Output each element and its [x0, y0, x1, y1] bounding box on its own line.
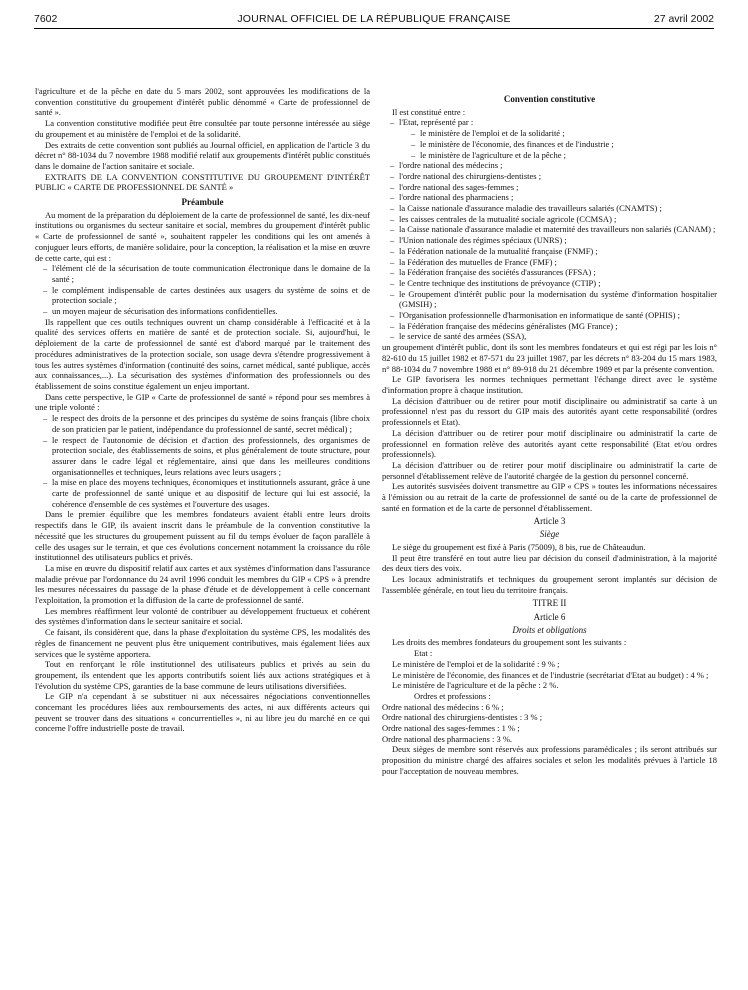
- article-6-subheading: Droits et obligations: [512, 624, 587, 635]
- list-item: – l'Organisation professionnelle d'harmonisation en informatique de santé (OPHIS) ;: [390, 310, 717, 321]
- list-item: – le ministère de l'emploi et de la solidarité ;: [411, 128, 717, 139]
- intro-paragraph: La convention constitutive modifiée peut être consultée par toute personne intéressée au siège du groupement et au ministère de l'emploi et de la solidarité.: [35, 118, 370, 139]
- list-item: – l'ordre national des chirurgiens-dentistes ;: [390, 171, 717, 182]
- preamble-paragraph: Dans cette perspective, le GIP « Carte de professionnel de santé » répond pour ses membres à une triple volonté :: [35, 391, 370, 413]
- ordres-label: Ordres et professions :: [414, 690, 491, 701]
- list-item: – le respect des droits de la personne et des principes du système de soins français (libre choix de son praticien par le patient, indépendance du professionnel de santé, secret médical) ;: [43, 413, 370, 434]
- list-item: – le ministère de l'agriculture et de la pêche ;: [411, 150, 717, 161]
- etat-label: l'Etat, représenté par :: [399, 117, 474, 128]
- etat-short-label: Etat :: [414, 648, 433, 659]
- triple-volonte-list: [35, 413, 370, 509]
- preamble-paragraph: La mise en œuvre du dispositif relatif aux cartes et aux systèmes d'information dans l'assurance maladie prévue par l'ordonnance du 24 avril 1996 conduit les membres du GIP « CPS » à prendre les mesures nécessaires du passage de la phase d'étude et de développement à celle concernant l'exploitation, la promotion et la diffusion de la carte de professionnel de santé.: [35, 562, 370, 606]
- rights-line: Le ministère de l'agriculture et de la pêche : 2 %.: [392, 680, 559, 691]
- list-item: – le service de santé des armées (SSA),: [390, 331, 717, 342]
- publication-date: 27 avril 2002: [653, 13, 714, 25]
- list-item: – l'ordre national des médecins ;: [390, 160, 717, 171]
- rights-line: Ordre national des pharmaciens : 3 %.: [382, 733, 513, 744]
- list-item: – l'Union nationale des régimes spéciaux (UNRS) ;: [390, 235, 717, 246]
- article-paragraph: Le siège du groupement est fixé à Paris (75009), 8 bis, rue de Châteaudun.: [392, 541, 646, 552]
- intro-paragraph: l'agriculture et de la pêche en date du 5 mars 2002, sont approuvées les modifications de la convention constitutive du groupement d'intérêt public dénommé « Carte de professionnel de santé ».: [35, 86, 370, 118]
- titre-2-heading: TITRE II: [532, 598, 567, 609]
- rights-line: Le ministère de l'emploi et de la solidarité : 9 % ;: [392, 658, 560, 669]
- members-list: [382, 117, 717, 342]
- list-item: – la mise en place des moyens techniques, économiques et institutionnels assurant, grâce à une carte de professionnel de santé unique et au dispositif de lecture qui lui est associé, la cohérence d'ensemble de ces systèmes et l'ouverture des usages.: [43, 477, 370, 509]
- left-column: [35, 86, 370, 734]
- list-item: – la Fédération nationale de la mutualité française (FNMF) ;: [390, 246, 717, 257]
- card-purpose-list: [35, 263, 370, 317]
- list-item: – le Groupement d'intérêt public pour la modernisation du système d'information hospitalier (GMSIH) ;: [390, 289, 717, 310]
- list-item: – le Centre technique des institutions de prévoyance (CTIP) ;: [390, 278, 717, 289]
- rights-line: Ordre national des médecins : 6 % ;: [382, 701, 504, 712]
- convention-heading: Convention constitutive: [503, 94, 596, 104]
- article-paragraph: Les locaux administratifs et techniques du groupement seront implantés sur décision de l'assemblée générale, en tout lieu du territoire français.: [382, 573, 717, 595]
- preamble-paragraph: Ce faisant, ils considèrent que, dans la phase d'exploitation du système CPS, les modalités des règles de financement ne peuvent plus être uniquement contributives, mais également liées aux services que le système apportera.: [35, 627, 370, 659]
- preamble-paragraph: Les membres réaffirment leur volonté de contribuer au développement fructueux et cohérent des systèmes d'information dans le secteur sanitaire et social.: [35, 605, 370, 627]
- right-column: [382, 90, 717, 777]
- list-item: – la Caisse nationale d'assurance maladie et maternité des travailleurs non salariés (CANAM) ;: [390, 224, 717, 235]
- etat-ministries-list: [399, 128, 717, 160]
- convention-paragraph: Les autorités susvisées doivent transmettre au GIP « CPS » toutes les informations nécessaires à l'émission ou au retrait de la carte de professionnel de santé ou de la carte de professionnel de santé en formation et de la carte de personnel d'établissement.: [382, 481, 717, 513]
- intro-paragraph: Des extraits de cette convention sont publiés au Journal officiel, en application de l'article 3 du décret n° 88-1034 du 7 novembre 1988 modifié relatif aux groupements d'intérêt public constitués dans le domaine de l'action sanitaire et sociale.: [35, 139, 370, 171]
- list-item: – le ministère de l'économie, des finances et de l'industrie ;: [411, 139, 717, 150]
- extracts-title: EXTRAITS DE LA CONVENTION CONSTITUTIVE DU GROUPEMENT D'INTÉRÊT PUBLIC « CARTE DE PROFESSIONNEL DE SANTÉ »: [35, 171, 370, 193]
- list-item: – l'ordre national des pharmaciens ;: [390, 192, 717, 203]
- list-item: – la Fédération des mutuelles de France (FMF) ;: [390, 257, 717, 268]
- list-item: – la Caisse nationale d'assurance maladie des travailleurs salariés (CNAMTS) ;: [390, 203, 717, 214]
- article-paragraph: Il peut être transféré en tout autre lieu par décision du conseil d'administration, à la majorité des deux tiers des voix.: [382, 552, 717, 574]
- convention-paragraph: La décision d'attribuer ou de retirer pour motif disciplinaire ou administratif la carte de professionnel en formation relève des autorités ayant cette responsabilité (Etat et/ou ordres professionnels).: [382, 427, 717, 460]
- page-number: 7602: [34, 13, 58, 25]
- header-rule: [34, 28, 714, 29]
- preamble-paragraph: Ils rappellent que ces outils techniques ouvrent un champ considérable à l'efficacité et à la qualité des services offerts en matière de santé et de protection sociale. Si, aujourd'hui, le déploiement de la carte de professionnel de santé est d'abord marqué par le traitement des procédures administratives de la protection sociale, son usage devra s'étendre progressivement à tous les autres systèmes d'information (continuité des soins, carnet médical, santé publique, accès aux connaissances,...). La sécurisation des systèmes d'information des professionnels ou des établissement de soins constitue également un enjeu important.: [35, 316, 370, 391]
- list-item: – l'ordre national des sages-femmes ;: [390, 182, 717, 193]
- list-item: – un moyen majeur de sécurisation des informations confidentielles.: [43, 306, 370, 317]
- preamble-heading: Préambule: [181, 197, 224, 208]
- list-item: – les caisses centrales de la mutualité sociale agricole (CCMSA) ;: [390, 214, 717, 225]
- list-item: – le respect de l'autonomie de décision et d'action des professionnels, des organismes de protection sociale, des établissements de soins, et plus généralement de toute structure, pour assurer dans le cadre légal et réglementaire, ainsi que dans les meilleures conditions organisationnelles et techniques, leurs relations avec leurs usagers ;: [43, 435, 370, 478]
- preamble-paragraph: Dans le premier équilibre que les membres fondateurs avaient établi entre leurs droits respectifs dans le GIP, ils avaient inscrit dans le préambule de la convention constitutive la nécessité que les structures du groupement puissent au fil du temps évoluer de façon parallèle à celle des usages sur le terrain, et que ces évolutions concernent notamment la croissance du rôle institutionnel des utilisateurs publics et privés.: [35, 509, 370, 563]
- convention-paragraph: La décision d'attribuer ou de retirer pour motif disciplinaire ou administratif la carte de personnel d'établissement relève de l'autorité chargée de la gestion du personnel concerné.: [382, 459, 717, 481]
- gip-paragraph: un groupement d'intérêt public, dont ils sont les membres fondateurs et qui est régi par les lois n° 82-610 du 15 juillet 1982 et 87-571 du 23 juillet 1987, par les décrets n° 83-204 du 15 mars 1983, n° 88-1034 du 7 novembre 1988 et n° 89-918 du 21 décembre 1989 et par la présente convention.: [382, 342, 717, 374]
- article-6-heading: Article 6: [533, 612, 566, 623]
- list-item: – l'élément clé de la sécurisation de toute communication électronique dans le domaine de la santé ;: [43, 263, 370, 284]
- article-paragraph: Les droits des membres fondateurs du groupement sont les suivants :: [392, 637, 627, 648]
- list-item: – la Fédération française des sociétés d'assurances (FFSA) ;: [390, 267, 717, 278]
- convention-paragraph: Le GIP favorisera les normes techniques permettant l'échange direct avec le système d'information propre à chaque institution.: [382, 374, 717, 395]
- preamble-paragraph: Le GIP n'a cependant à se substituer ni aux nécessaires négociations conventionnelles concernant les procédures liées aux remboursements des actes, ni aux différents acteurs qui peuvent se trouver dans des situations « concurrentielles », ni au libre jeu du marché en ce qui concerne l'offre industrielle poste de travail.: [35, 691, 370, 734]
- rights-line: Ordre national des sages-femmes : 1 % ;: [382, 723, 520, 734]
- rights-line: Le ministère de l'économie, des finances et de l'industrie (secrétariat d'Etat au budget) : 4 % ;: [392, 669, 709, 680]
- article-3-subheading: Siège: [539, 529, 560, 540]
- page-header: [34, 10, 714, 28]
- list-item: [390, 117, 717, 160]
- rights-line: Ordre national des chirurgiens-dentistes : 3 % ;: [382, 712, 543, 723]
- journal-title: JOURNAL OFFICIEL DE LA RÉPUBLIQUE FRANÇAISE: [237, 13, 511, 25]
- preamble-paragraph: Tout en renforçant le rôle institutionnel des utilisateurs publics et privés au sein du groupement, ils entendent que les apports contributifs soient liés aux actions stratégiques et à l'évolution du système CPS, garanties de la base commune de leurs utilisations diversifiées.: [35, 659, 370, 691]
- article-paragraph: Deux sièges de membre sont réservés aux professions paramédicales ; ils seront attribués sur proposition du ministre chargé des affaires sociales et selon les modalités prévues à l'article 18 pour l'acceptation de nouveau membres.: [382, 744, 717, 776]
- convention-paragraph: La décision d'attribuer ou de retirer pour motif disciplinaire ou administratif sa carte à un professionnel n'est pas du ressort du GIP mais des autorités ayant cette responsabilité (ordres professionnels et Etat).: [382, 395, 717, 428]
- convention-intro: Il est constitué entre :: [392, 106, 466, 117]
- list-item: – le complément indispensable de cartes destinées aux usagers du système de soins et de protection sociale ;: [43, 285, 370, 306]
- article-3-heading: Article 3: [533, 516, 566, 527]
- preamble-paragraph: Au moment de la préparation du déploiement de la carte de professionnel de santé, les dix-neuf institutions ou organismes du secteur sanitaire et social, membres du groupement d'intérêt public « Carte de professionnel de santé », souhaitent rappeler les conditions qui les ont amenés à conjuguer leurs efforts, de manière solidaire, pour la conception, la réalisation et la mise en œuvre de cette carte, qui est :: [35, 209, 370, 263]
- list-item: – la Fédération française des médecins généralistes (MG France) ;: [390, 321, 717, 332]
